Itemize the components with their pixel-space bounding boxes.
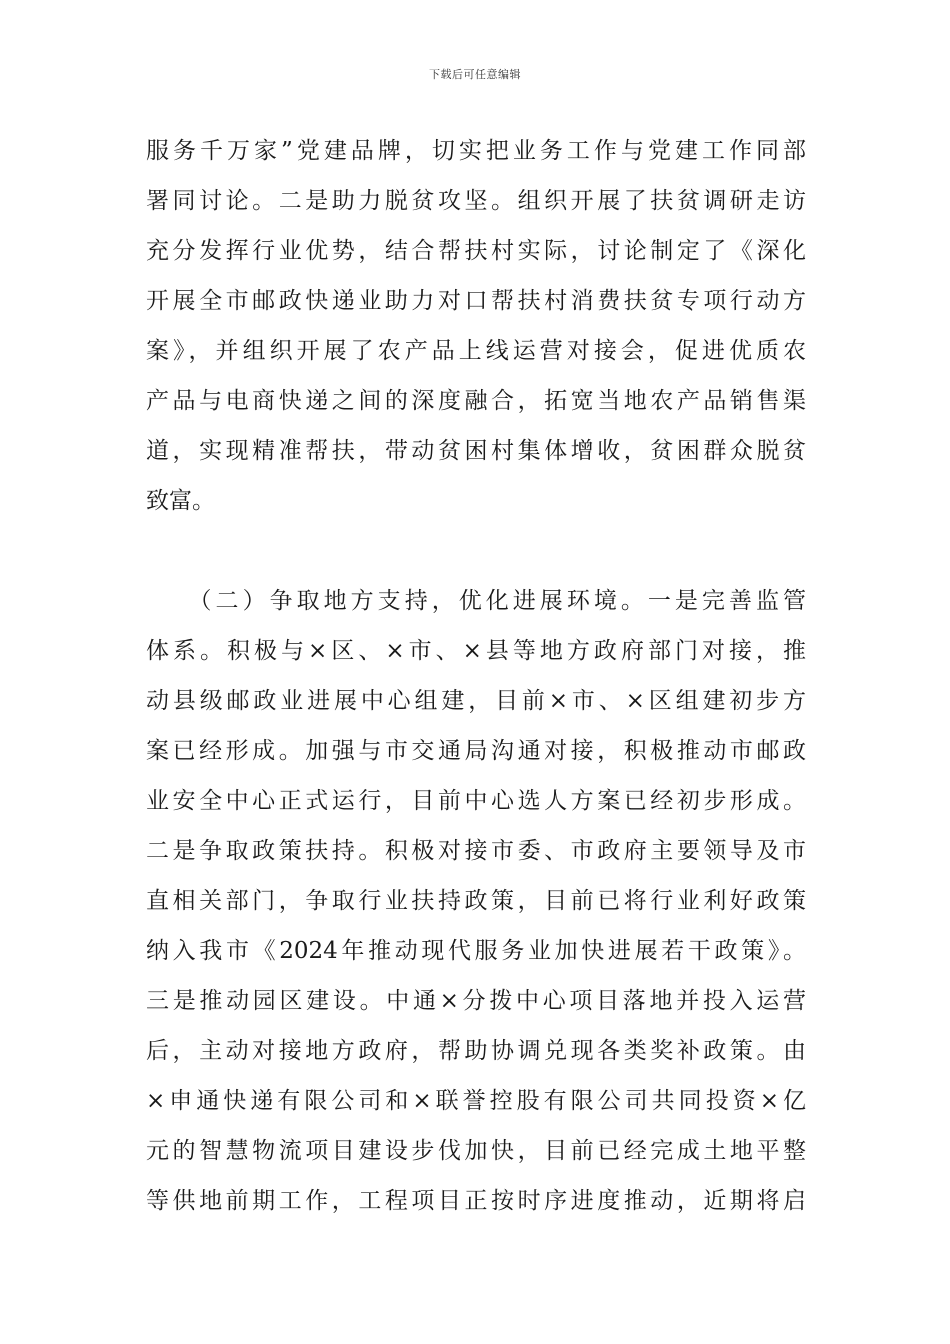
paragraph-gap [146, 526, 806, 576]
text-line: 二是争取政策扶持。积极对接市委、市政府主要领导及市 [146, 838, 806, 864]
text-line: 动县级邮政业进展中心组建，目前×市、×区组建初步方 [146, 688, 806, 714]
text-line: 署同讨论。二是助力脱贫攻坚。组织开展了扶贫调研走访 [146, 188, 806, 214]
text-line: 直相关部门，争取行业扶持政策，目前已将行业利好政策 [146, 888, 806, 914]
text-line: 案已经形成。加强与市交通局沟通对接，积极推动市邮政 [146, 738, 806, 764]
text-line: 服务千万家”党建品牌，切实把业务工作与党建工作同部 [146, 138, 806, 164]
text-line: 案》，并组织开展了农产品上线运营对接会，促进优质农 [146, 338, 806, 364]
text-line: 道，实现精准帮扶，带动贫困村集体增收，贫困群众脱贫 [146, 438, 806, 464]
page-header: 下载后可任意编辑 [429, 68, 521, 81]
text-line: 致富。 [146, 488, 215, 514]
text-line: 产品与电商快递之间的深度融合，拓宽当地农产品销售渠 [146, 388, 806, 414]
text-line: 后，主动对接地方政府，帮助协调兑现各类奖补政策。由 [146, 1038, 806, 1064]
text-line: 充分发挥行业优势，结合帮扶村实际，讨论制定了《深化 [146, 238, 806, 264]
text-line: （二）争取地方支持，优化进展环境。一是完善监管 [146, 588, 806, 614]
text-line: ×申通快递有限公司和×联誉控股有限公司共同投资×亿 [146, 1088, 806, 1114]
paragraph-2 [146, 576, 806, 1226]
text-line: 元的智慧物流项目建设步伐加快，目前已经完成土地平整 [146, 1138, 806, 1164]
text-line: 体系。积极与×区、×市、×县等地方政府部门对接，推 [146, 638, 806, 664]
text-line: 等供地前期工作，工程项目正按时序进度推动，近期将启 [146, 1188, 806, 1214]
text-line: 三是推动园区建设。中通×分拨中心项目落地并投入运营 [146, 988, 806, 1014]
paragraph-1 [146, 126, 806, 526]
text-line: 开展全市邮政快递业助力对口帮扶村消费扶贫专项行动方 [146, 288, 806, 314]
text-line: 纳入我市《2024年推动现代服务业加快进展若干政策》。 [146, 938, 806, 964]
text-line: 业安全中心正式运行，目前中心选人方案已经初步形成。 [146, 788, 806, 814]
document-body [146, 126, 806, 1226]
